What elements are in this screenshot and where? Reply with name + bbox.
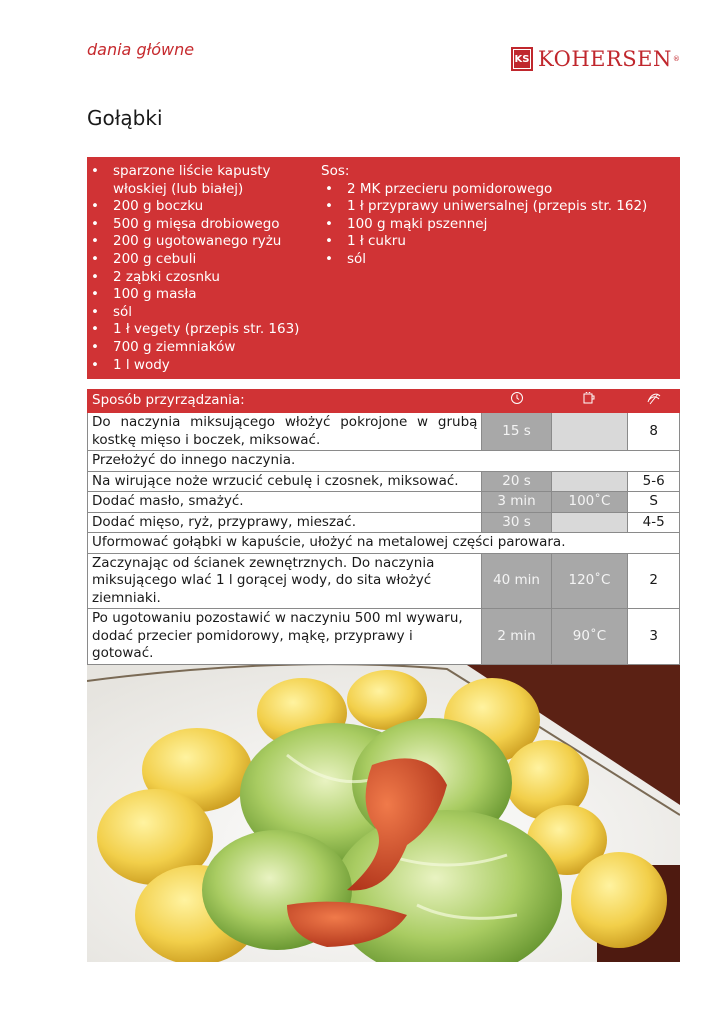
sauce-heading: Sos:	[321, 163, 350, 179]
ingredient-item: • 2 ząbki czosnku	[87, 269, 317, 287]
step-time: 15 s	[482, 413, 551, 451]
step-speed: 5-6	[628, 471, 680, 492]
step-text: Po ugotowaniu pozostawić w naczyniu 500 ml wywaru, dodać przecier pomidorowy, mąkę, przyprawy i gotować.	[88, 609, 482, 665]
sauce-item: • 2 MK przecieru pomidorowego	[321, 181, 671, 199]
step-time: 2 min	[482, 609, 551, 665]
ingredient-item: • 200 g boczku	[87, 198, 317, 216]
method-step-row	[88, 609, 680, 665]
step-time: 40 min	[482, 553, 551, 609]
step-text: Dodać masło, smażyć.	[88, 492, 482, 513]
main-ingredients	[87, 163, 317, 374]
sauce-item: • 1 ł cukru	[321, 233, 671, 251]
ingredient-item: • sól	[87, 304, 317, 322]
step-speed: 2	[628, 553, 680, 609]
method-step-row	[88, 533, 680, 554]
dish-photo	[87, 665, 680, 962]
ingredient-item: • 200 g ugotowanego ryżu	[87, 233, 317, 251]
method-step-row	[88, 413, 680, 451]
category-label: dania główne	[87, 40, 195, 59]
speed-icon	[628, 390, 680, 413]
ingredients-panel	[87, 157, 680, 379]
step-text: Na wirujące noże wrzucić cebulę i czosnek, miksować.	[88, 471, 482, 492]
step-text: Zaczynając od ścianek zewnętrznych. Do naczynia miksującego wlać 1 l gorącej wody, do sita włożyć ziemniaki.	[88, 553, 482, 609]
method-header-row	[88, 390, 680, 413]
method-step-row	[88, 512, 680, 533]
step-speed: 4-5	[628, 512, 680, 533]
step-temperature: 90˚C	[551, 609, 628, 665]
sauce-item: • 100 g mąki pszennej	[321, 216, 671, 234]
step-temperature: 100˚C	[551, 492, 628, 513]
step-speed: S	[628, 492, 680, 513]
method-table	[87, 389, 680, 665]
method-step-row	[88, 553, 680, 609]
sauce-item: • sól	[321, 251, 671, 269]
ingredient-item: • 1 ł vegety (przepis str. 163)	[87, 321, 317, 339]
step-text: Przełożyć do innego naczynia.	[88, 451, 680, 472]
ingredient-item: • 200 g cebuli	[87, 251, 317, 269]
brand-registered-mark: ®	[672, 55, 680, 63]
ingredient-item: • 100 g masła	[87, 286, 317, 304]
sauce-ingredients	[321, 163, 671, 269]
method-heading: Sposób przyrządzania:	[88, 390, 482, 413]
step-text: Do naczynia miksującego włożyć pokrojone w grubą kostkę mięso i boczek, miksować.	[88, 413, 482, 451]
step-speed: 3	[628, 609, 680, 665]
step-speed: 8	[628, 413, 680, 451]
step-temperature: 120˚C	[551, 553, 628, 609]
brand-logo	[511, 44, 680, 74]
recipe-title: Gołąbki	[87, 106, 163, 130]
sauce-item: • 1 ł przyprawy uniwersalnej (przepis str. 162)	[321, 198, 671, 216]
ingredient-item: • sparzone liście kapusty włoskiej (lub białej)	[87, 163, 317, 198]
ingredient-item: • 1 l wody	[87, 357, 317, 375]
step-time: 3 min	[482, 492, 551, 513]
step-temperature	[551, 413, 628, 451]
step-text: Uformować gołąbki w kapuście, ułożyć na metalowej części parowara.	[88, 533, 680, 554]
brand-mark-icon: KS	[511, 47, 533, 71]
step-time: 20 s	[482, 471, 551, 492]
step-time: 30 s	[482, 512, 551, 533]
timer-icon	[482, 390, 551, 413]
temperature-icon	[551, 390, 628, 413]
method-step-row	[88, 492, 680, 513]
method-step-row	[88, 451, 680, 472]
brand-name: KOHERSEN	[538, 47, 672, 71]
ingredient-item: • 700 g ziemniaków	[87, 339, 317, 357]
step-temperature	[551, 471, 628, 492]
method-step-row	[88, 471, 680, 492]
step-text: Dodać mięso, ryż, przyprawy, mieszać.	[88, 512, 482, 533]
ingredient-item: • 500 g mięsa drobiowego	[87, 216, 317, 234]
step-temperature	[551, 512, 628, 533]
